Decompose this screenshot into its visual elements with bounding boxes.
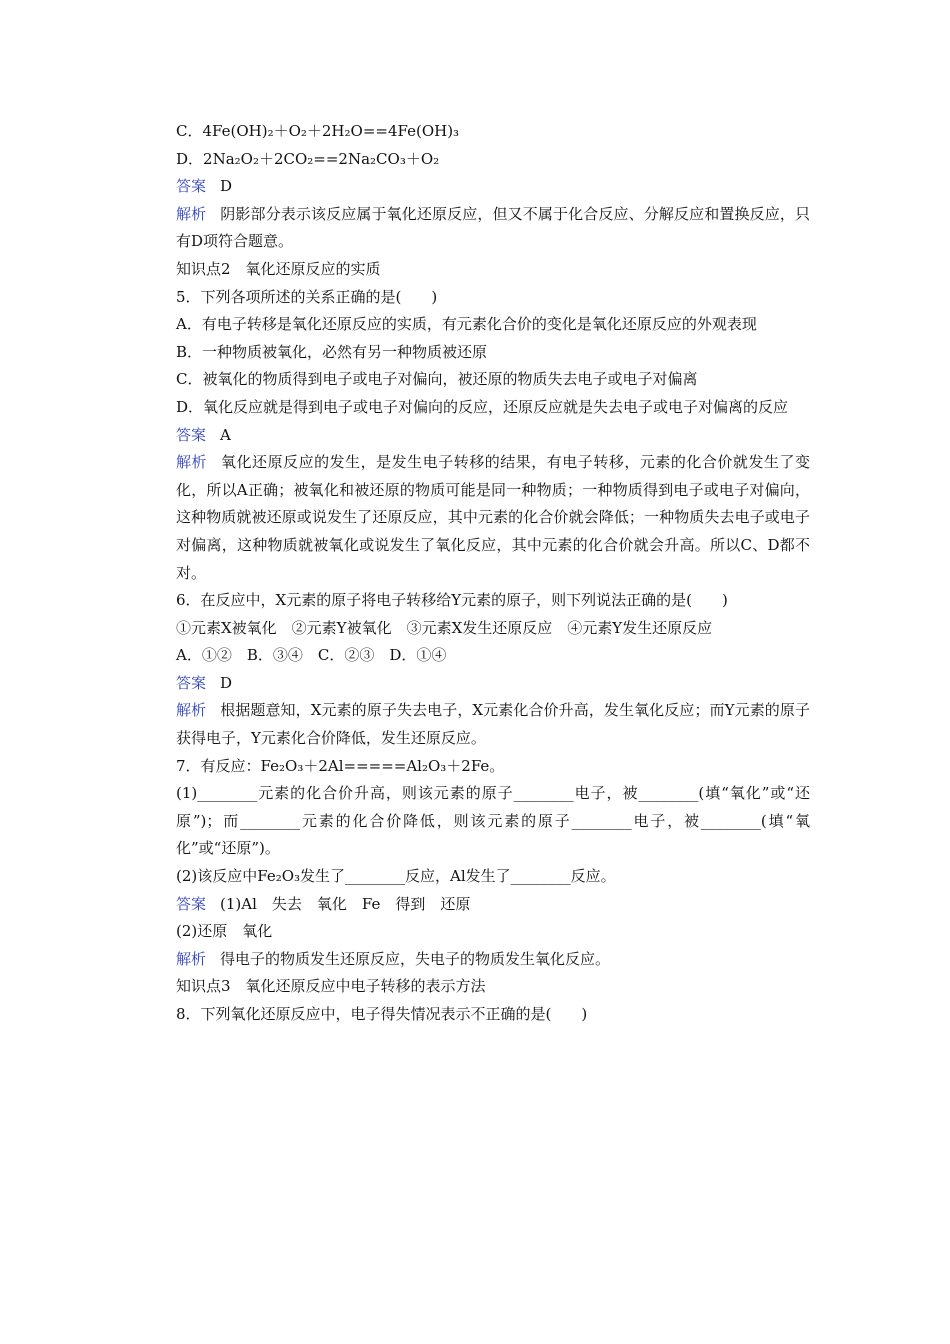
question-6: 6．在反应中，X元素的原子将电子转移给Y元素的原子，则下列说法正确的是( ) [176,591,728,610]
q6-statements: ①元素X被氧化 ②元素Y被氧化 ③元素X发生还原反应 ④元素Y发生还原反应 [176,618,713,637]
analysis-label: 解析 [176,701,207,720]
answer-5: 答案 A [176,425,231,444]
analysis-label: 解析 [176,949,207,968]
analysis-4: 解析 阴影部分表示该反应属于氧化还原反应，但又不属于化合反应、分解反应和置换反应，只有D项符合题意。 [176,204,810,251]
q5-option-d: D．氧化反应就是得到电子或电子对偏向的反应，还原反应就是失去电子或电子对偏离的反应 [176,397,789,416]
q5-option-c: C．被氧化的物质得到电子或电子对偏向，被还原的物质失去电子或电子对偏离 [176,370,698,389]
option-d: D．2Na₂O₂＋2CO₂==2Na₂CO₃＋O₂ [176,149,440,168]
analysis-7: 解析 得电子的物质发生还原反应，失电子的物质发生氧化反应。 [176,949,611,968]
q7-part-1: (1)________元素的化合价升高，则该元素的原子________电子，被________(填“氧化”或“还原”)；而________元素的化合价降低，则该元素的原子________电子，被________(填“氧化”或“还原”)。 [176,784,810,858]
q5-option-a: A．有电子转移是氧化还原反应的实质，有元素化合价的变化是氧化还原反应的外观表现 [176,315,757,334]
analysis-6: 解析 根据题意知，X元素的原子失去电子，X元素化合价升高，发生氧化反应；而Y元素的原子获得电子，Y元素化合价降低，发生还原反应。 [176,701,810,748]
answer-6: 答案 D [176,673,233,692]
answer-7: 答案 (1)Al 失去 氧化 Fe 得到 还原 [176,894,471,913]
q7-part-2: (2)该反应中Fe₂O₃发生了________反应，Al发生了________反应。 [176,867,616,886]
answer-label: 答案 [176,425,207,444]
question-7: 7．有反应：Fe₂O₃＋2Al=====Al₂O₃＋2Fe。 [176,756,505,775]
question-5: 5．下列各项所述的关系正确的是( ) [176,287,438,306]
document-body [146,118,810,1029]
answer-4: 答案 D [176,177,233,196]
q6-options: A．①② B．③④ C．②③ D．①④ [176,646,447,665]
answer-label: 答案 [176,673,207,692]
q5-option-b: B．一种物质被氧化，必然有另一种物质被还原 [176,342,488,361]
question-8: 8．下列氧化还原反应中，电子得失情况表示不正确的是( ) [176,1005,588,1023]
analysis-5: 解析 氧化还原反应的发生，是发生电子转移的结果，有电子转移，元素的化合价就发生了变化，所以A正确；被氧化和被还原的物质可能是同一种物质；一种物质得到电子或电子对偏向，这种物质就被还原或说发生了还原反应，其中元素的化合价就会降低；一种物质失去电子或电子对偏离，这种物质就被氧化或说发生了氧化反应，其中元素的化合价就会升高。所以C、D都不对。 [176,453,810,582]
answer-label: 答案 [176,177,207,196]
knowledge-point-3: 知识点3 氧化还原反应中电子转移的表示方法 [176,977,486,996]
option-c: C．4Fe(OH)₂＋O₂＋2H₂O==4Fe(OH)₃ [176,122,460,140]
answer-label: 答案 [176,894,207,913]
knowledge-point-2: 知识点2 氧化还原反应的实质 [176,259,381,278]
answer-7-part-2: (2)还原 氧化 [176,922,273,941]
analysis-label: 解析 [176,204,207,223]
analysis-label: 解析 [176,453,208,472]
